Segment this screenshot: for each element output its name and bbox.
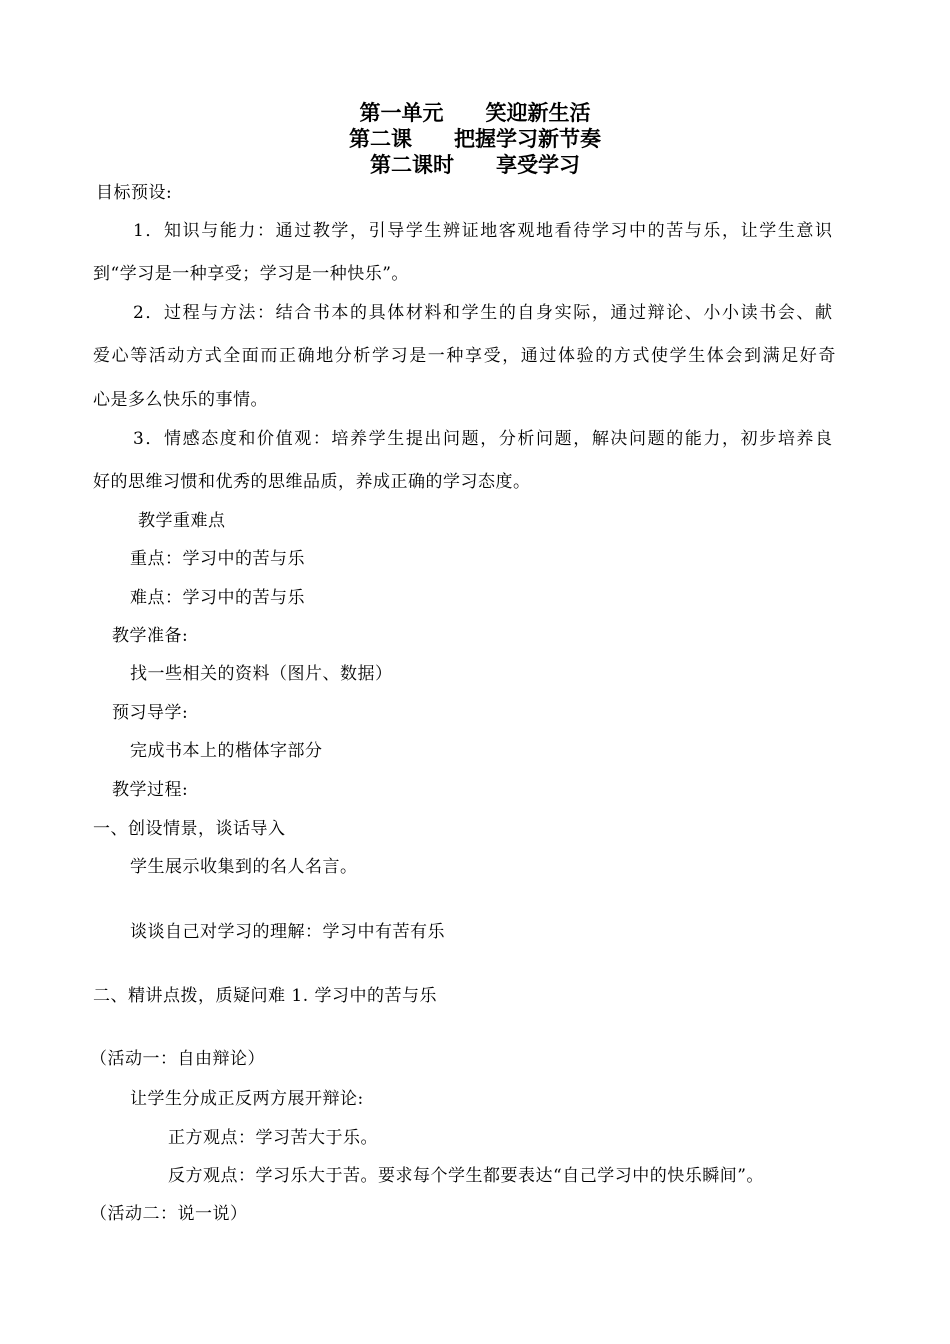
objectives-heading: 目标预设: — [96, 183, 173, 203]
activity-1-intro: 让学生分成正反两方展开辩论: — [130, 1089, 364, 1109]
process-step-2: 二、精讲点拨，质疑问难 1. 学习中的苦与乐 — [93, 986, 438, 1006]
unit-title: 第一单元 笑迎新生活 — [359, 101, 591, 125]
activity-1-con: 反方观点：学习乐大于苦。要求每个学生都要表达“自己学习中的快乐瞬间”。 — [168, 1166, 764, 1186]
lesson-title: 第二课 把握学习新节奏 — [349, 127, 601, 151]
activity-1-pro: 正方观点：学习苦大于乐。 — [168, 1128, 378, 1148]
objective-1-line-2: 到“学习是一种享受；学习是一种快乐”。 — [93, 264, 409, 284]
activity-1-heading: （活动一：自由辩论） — [90, 1049, 265, 1069]
preview-content: 完成书本上的楷体字部分 — [130, 741, 323, 761]
process-heading: 教学过程: — [112, 780, 189, 800]
process-step-1: 一、创设情景，谈话导入 — [93, 819, 286, 839]
keypoint-focus: 重点：学习中的苦与乐 — [130, 549, 305, 569]
objective-3-line-1: 3．情感态度和价值观：培养学生提出问题，分析问题，解决问题的能力，初步培养良 — [133, 429, 834, 449]
activity-2-heading: （活动二：说一说） — [90, 1204, 248, 1224]
process-step-1-b: 谈谈自己对学习的理解：学习中有苦有乐 — [130, 922, 445, 942]
preparation-content: 找一些相关的资料（图片、数据） — [130, 664, 393, 684]
process-step-1-a: 学生展示收集到的名人名言。 — [130, 857, 358, 877]
objective-2-line-1: 2．过程与方法：结合书本的具体材料和学生的自身实际，通过辩论、小小读书会、献 — [133, 303, 834, 323]
preparation-heading: 教学准备: — [112, 626, 189, 646]
objective-2-line-2: 爱心等活动方式全面而正确地分析学习是一种享受，通过体验的方式使学生体会到满足好奇 — [93, 346, 837, 366]
objective-2-line-3: 心是多么快乐的事情。 — [93, 390, 268, 410]
preview-heading: 预习导学: — [112, 703, 189, 723]
objective-1-line-1: 1．知识与能力：通过教学，引导学生辨证地客观地看待学习中的苦与乐，让学生意识 — [133, 221, 834, 241]
keypoints-heading: 教学重难点 — [138, 511, 226, 531]
objective-3-line-2: 好的思维习惯和优秀的思维品质，养成正确的学习态度。 — [93, 472, 531, 492]
period-title: 第二课时 享受学习 — [370, 153, 580, 177]
keypoint-difficulty: 难点：学习中的苦与乐 — [130, 588, 305, 608]
